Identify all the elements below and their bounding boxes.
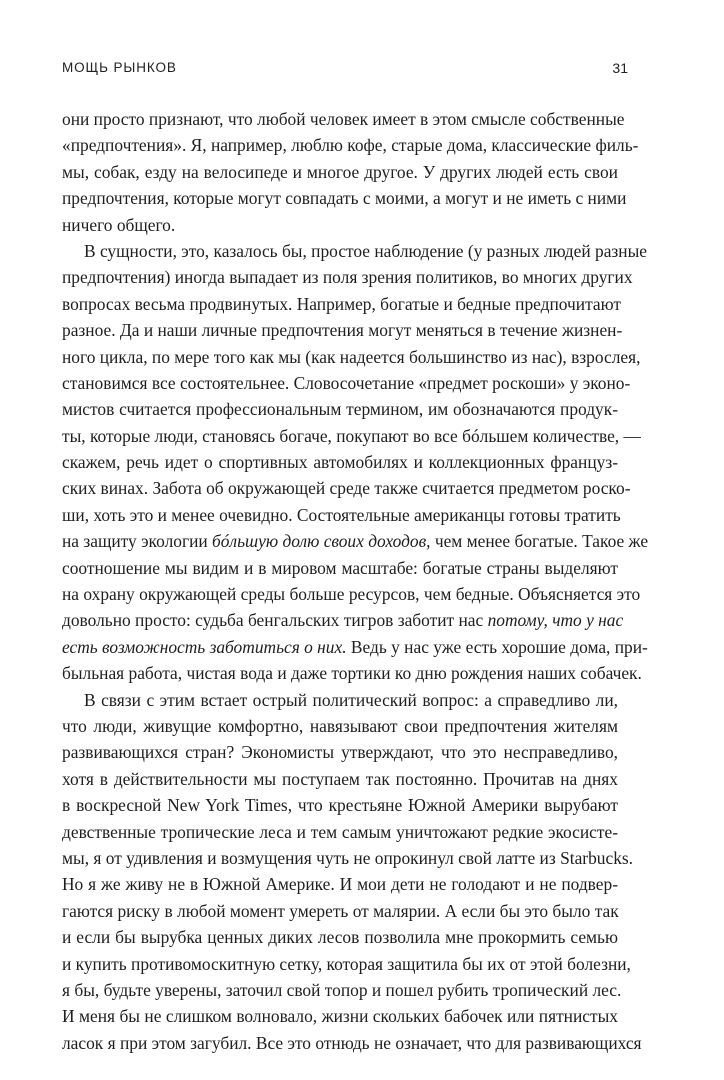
text-segment: разное. Да и наши личные предпочтения могут меняться в течение жизнен- xyxy=(62,320,623,341)
text-segment: мы, я от удивления и возмущения чуть не опрокинул свой латте из Starbucks. xyxy=(62,847,634,868)
text-line xyxy=(62,106,625,132)
text-line xyxy=(62,977,622,1003)
text-line xyxy=(62,291,621,317)
text-line xyxy=(62,449,618,475)
text-segment: Ведь у нас уже есть хорошие дома, при- xyxy=(346,636,648,657)
text-segment: предпочтения) иногда выпадает из поля зрения политиков, во многих других xyxy=(62,267,633,288)
text-segment: ласок я при этом загубил. Все это отнюдь не означает, что для развивающихся xyxy=(62,1032,642,1053)
text-segment: мистов считается профессиональным термином, им обозначаются продук- xyxy=(62,399,618,420)
running-head: МОЩЬ РЫНКОВ xyxy=(62,60,177,75)
text-line xyxy=(62,475,631,501)
text-line xyxy=(62,792,618,818)
text-segment: соотношение мы видим и в мировом масштабе: богатые страны выделяют xyxy=(62,557,618,578)
italic-text: есть возможность заботиться о них. xyxy=(62,636,347,657)
text-line xyxy=(62,555,618,581)
text-segment: мы, собак, езду на велосипеде и многое другое. У других людей есть свои xyxy=(62,161,618,182)
text-line xyxy=(62,581,641,607)
text-line xyxy=(62,634,648,660)
text-line xyxy=(62,264,633,290)
text-segment: В связи с этим встает острый политический вопрос: а справедливо ли, xyxy=(84,689,618,710)
text-line xyxy=(62,423,641,449)
text-segment: предпочтения, которые могут совпадать с моими, а могут и не иметь с ними xyxy=(62,188,627,209)
text-line xyxy=(62,502,621,528)
text-line xyxy=(62,528,649,554)
text-segment: становимся все состоятельнее. Словосочетание «предмет роскоши» у эконо- xyxy=(62,372,631,393)
text-line xyxy=(62,898,618,924)
text-line xyxy=(62,766,618,792)
text-segment: я бы, будьте уверены, заточил свой топор и пошел рубить тропический лес. xyxy=(62,979,622,1000)
text-line xyxy=(62,1030,642,1056)
text-segment: вопросах весьма продвинутых. Например, богатые и бедные предпочитают xyxy=(62,293,621,314)
text-line xyxy=(62,951,631,977)
text-segment: в воскресной New York Times, что крестьяне Южной Америки вырубают xyxy=(62,795,618,816)
text-line xyxy=(62,370,631,396)
text-line xyxy=(62,396,618,422)
text-segment: скажем, речь идет о спортивных автомобилях и коллекционных француз- xyxy=(62,452,618,473)
italic-text: бóльшую долю своих доходов, xyxy=(212,531,431,552)
text-segment: хотя в действительности мы поступаем так постоянно. Прочитав на днях xyxy=(62,768,618,789)
text-segment: быльная работа, чистая вода и даже тортики ко дню рождения наших собачек. xyxy=(62,663,642,684)
text-segment: ты, которые люди, становясь богаче, покупают во все бóльшем количестве, — xyxy=(62,425,641,446)
text-line xyxy=(62,845,634,871)
text-segment: ши, хоть это и менее очевидно. Состоятельные американцы готовы тратить xyxy=(62,504,621,525)
text-segment: довольно просто: судьба бенгальских тигров заботит нас xyxy=(62,610,488,631)
text-line xyxy=(62,819,618,845)
text-line xyxy=(62,238,648,264)
text-line xyxy=(62,317,623,343)
text-segment: ного цикла, по мере того как мы (как надеется большинство из нас), взрослея, xyxy=(62,346,641,367)
text-line xyxy=(62,159,618,185)
text-line xyxy=(62,212,618,238)
text-segment: ничего общего. xyxy=(62,214,176,235)
paragraph xyxy=(62,106,639,238)
text-segment: чем менее богатые. Такое же xyxy=(430,531,649,552)
text-line xyxy=(62,687,618,713)
text-line xyxy=(62,185,627,211)
text-line xyxy=(62,924,618,950)
text-segment: и если бы вырубка ценных диких лесов позволила мне прокормить семью xyxy=(62,927,618,948)
text-segment: они просто признают, что любой человек имеет в этом смысле собственные xyxy=(62,109,625,129)
text-line xyxy=(62,739,618,765)
text-segment: девственные тропические леса и тем самым уничтожают редкие экосисте- xyxy=(62,821,618,842)
text-segment: и купить противомоскитную сетку, которая защитила бы их от этой болезни, xyxy=(62,953,631,974)
text-line xyxy=(62,132,639,158)
text-segment: на защиту экологии xyxy=(62,531,213,552)
text-line xyxy=(62,1003,618,1029)
text-segment: на охрану окружающей среды больше ресурсов, чем бедные. Объясняется это xyxy=(62,584,641,605)
text-segment: Но я же живу не в Южной Америке. И мои дети не голодают и не подвер- xyxy=(62,874,618,895)
paragraph xyxy=(62,238,649,687)
paragraph xyxy=(62,687,642,1056)
body-text xyxy=(62,106,649,1056)
text-line xyxy=(62,660,642,686)
text-segment: гаются риску в любой момент умереть от малярии. А если бы это было так xyxy=(62,900,619,921)
text-segment: «предпочтения». Я, например, люблю кофе, старые дома, классические филь- xyxy=(62,135,639,156)
text-segment: И меня бы не слишком волновало, жизни скольких бабочек или пятнистых xyxy=(62,1006,618,1027)
text-segment: В сущности, это, казалось бы, простое наблюдение (у разных людей разные xyxy=(84,240,648,261)
text-line xyxy=(62,871,618,897)
text-line xyxy=(62,607,624,633)
page-number: 31 xyxy=(612,60,628,76)
text-segment: что люди, живущие комфортно, навязывают свои предпочтения жителям xyxy=(62,715,618,736)
italic-text: потому, что у нас xyxy=(487,610,624,631)
text-segment: ских винах. Забота об окружающей среде также считается предметом роско- xyxy=(62,478,631,499)
text-line xyxy=(62,344,641,370)
text-line xyxy=(62,713,618,739)
text-segment: развивающихся стран? Экономисты утверждают, что это несправедливо, xyxy=(62,742,618,763)
